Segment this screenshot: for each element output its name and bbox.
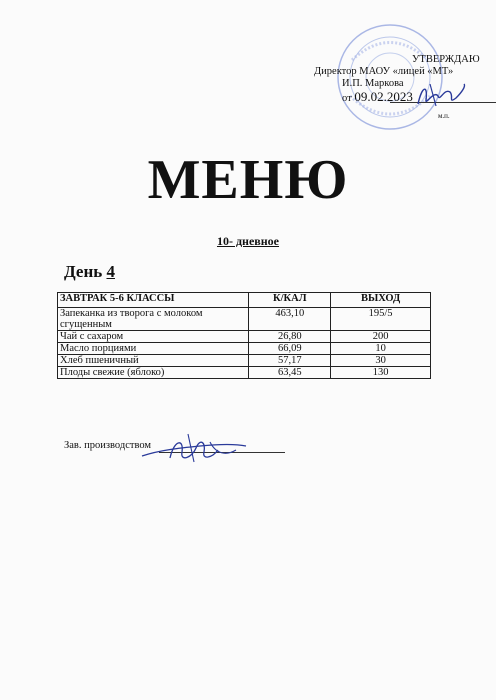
approval-date-line (342, 91, 413, 105)
header-meal: ЗАВТРАК 5-6 КЛАССЫ (58, 293, 249, 308)
menu-table (57, 292, 431, 379)
stamp-place-label: м.п. (438, 112, 450, 120)
dish-yield: 10 (331, 343, 431, 355)
menu-subtitle: 10- дневное (216, 234, 280, 248)
dish-name: Масло порциями (58, 343, 249, 355)
footer-label: Зав. производством (64, 440, 152, 451)
day-heading (64, 262, 115, 282)
page-title: МЕНЮ (147, 149, 349, 211)
table-row (58, 367, 431, 379)
header-yield: ВЫХОД (331, 293, 431, 308)
dish-kcal: 66,09 (249, 343, 331, 355)
table-row (58, 331, 431, 343)
dish-name: Плоды свежие (яблоко) (58, 367, 249, 379)
day-label: День (64, 262, 103, 281)
dish-kcal: 463,10 (249, 308, 331, 331)
dish-name: Чай с сахаром (58, 331, 249, 343)
approval-date: 09.02.2023 (354, 89, 413, 104)
production-head-signature (140, 428, 250, 468)
dish-yield: 30 (331, 355, 431, 367)
table-row (58, 308, 431, 331)
table-row (58, 343, 431, 355)
dish-name: Хлеб пшеничный (58, 355, 249, 367)
approval-position: Директор МАОУ «лицей «МТ» (314, 66, 454, 77)
dish-yield: 195/5 (331, 308, 431, 331)
header-kcal: К/КАЛ (249, 293, 331, 308)
approval-heading: УТВЕРЖДАЮ (412, 54, 480, 65)
dish-name: Запеканка из творога с молоком сгущенным (58, 308, 249, 331)
footer-signature-line (64, 440, 151, 451)
table-header-row (58, 293, 431, 308)
day-number: 4 (106, 262, 115, 281)
dish-kcal: 57,17 (249, 355, 331, 367)
dish-kcal: 63,45 (249, 367, 331, 379)
dish-kcal: 26,80 (249, 331, 331, 343)
dish-yield: 130 (331, 367, 431, 379)
approval-date-prefix: от (342, 93, 352, 104)
dish-yield: 200 (331, 331, 431, 343)
director-signature (410, 76, 470, 116)
approval-name: И.П. Маркова (342, 78, 404, 89)
table-row (58, 355, 431, 367)
